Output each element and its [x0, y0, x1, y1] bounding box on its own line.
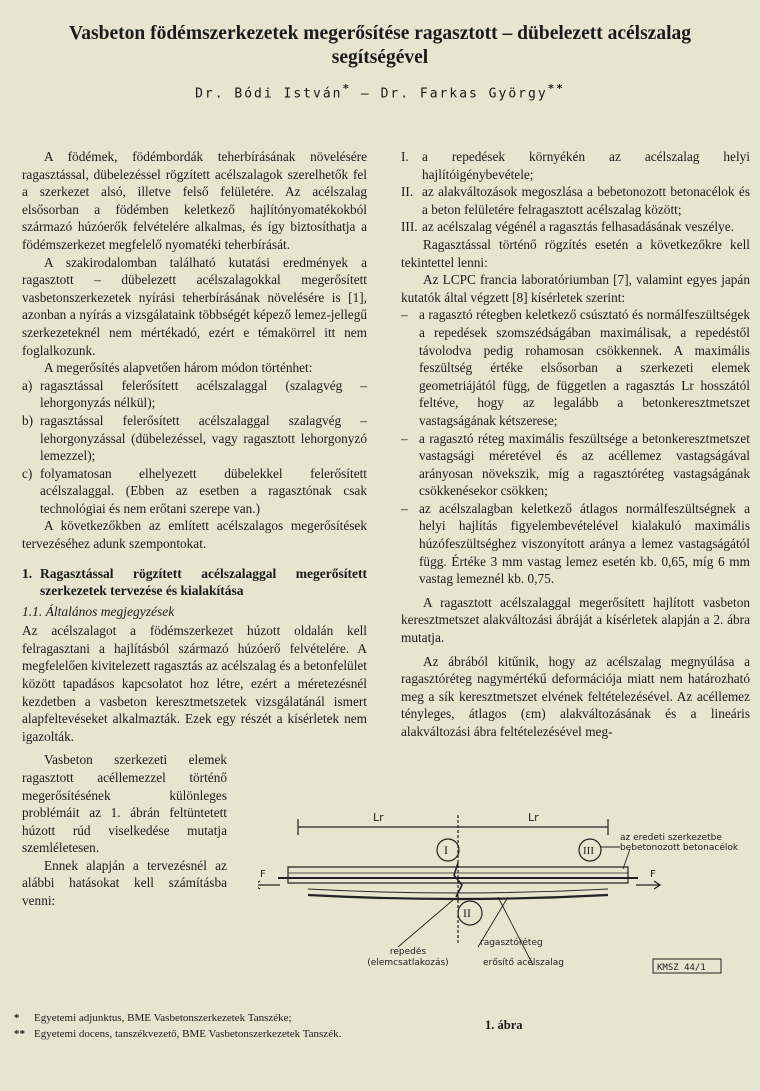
article-title: Vasbeton födémszerkezetek megerősítése ragasztott – dübelezett acélszalag segítségével: [68, 23, 691, 68]
annotation-ragaszto: ragasztóréteg: [480, 938, 543, 948]
force-label-left: F: [260, 869, 266, 880]
footnote: ** Egyetemi docens, tanszékvezető, BME Vasbetonszerkezetek Tanszék.: [14, 1028, 342, 1040]
figure-caption: 1. ábra: [485, 1018, 523, 1032]
stamp-label: KMSZ 44/1: [657, 963, 706, 973]
paragraph: Az ábrából kitűnik, hogy az acélszalag megnyúlása a ragasztóréteg nagymértékű deformációja miatt nem határozható meg a sík keresztmetszet elvének feltételezésével. Az acéllemez tényleges, átlagos (εm) alakváltozásának és a lineáris alakváltozási ábra feltételezésével meg-: [401, 653, 750, 739]
list-item: b) ragasztással felerősített acélszalaggal szalagvég – lehorgonyzással (dübelezéssel, vagy ragasztott lehorgonyzó lemezzel);: [22, 412, 367, 464]
list-item: I. a repedések környékén az acélszalag helyi hajlítóigénybevétele;: [401, 149, 750, 182]
footnotes: [14, 1010, 474, 1042]
author-1: Dr. Bódi István: [195, 86, 343, 102]
paragraph: Ragasztással történő rögzítés esetén a következőkre kell tekintettel lenni:: [401, 236, 750, 270]
paragraph: Vasbeton szerkezeti elemek ragasztott acéllemezzel történő megerősítésének különleges problémáit az 1. ábrán feltüntetett húzott rúd viselkedése mutatja szemléletesen.: [22, 752, 227, 856]
author-line: [20, 82, 740, 101]
paragraph: A megerősítés alapvetően három módon történhet:: [44, 360, 313, 376]
list-item: II. az alakváltozások megoszlása a bebetonozott betonacélok és a beton felületére felragasztott acélszalag között;: [401, 184, 750, 217]
paragraph: A szakirodalomban található kutatási eredmények a ragasztott – dübelezett acélszalagokkal megerősített vasbetonszerkezetek nyírási teherbírásának növelésére is [1], azonban a nyírás a vizsgálataink többségét képező lemez-jellegű szerkezeteknél nem mértékadó, ezért e témakörrel itt nem foglalkozunk.: [22, 254, 367, 358]
annotation-eredeti: az eredeti szerkezetbe bebetonozott betonacélok: [620, 833, 739, 853]
lr-label-left: Lr: [373, 811, 384, 824]
dash-item: – a ragasztó réteg maximális feszültsége a betonkeresztmetszet vastagsági méretével és az acéllemez vastagságával arányosan növekszik, míg a ragasztóréteg vastagságának csökkenésekor csökken;: [401, 430, 750, 499]
right-column: [401, 148, 750, 741]
author-2-mark: **: [547, 82, 565, 95]
paragraph: A födémek, födémbordák teherbírásának növelésére ragasztással, dübelezéssel rögzített acélszalagok szerelhetők fel a szerkezet alsó, illetve felső felületére. Az acélszalag elsősorban a födémben keletkező hajlítónyomatékokból származó húzóerők felvételére alkalmas, és így biztosíthatja a födémszerkezet megfelelő nyomatéki teherbírását.: [22, 149, 367, 252]
list-item: III. az acélszalag végénél a ragasztás felhasadásának veszélye.: [401, 219, 734, 235]
crack-line: [454, 863, 462, 897]
dash-item: – az acélszalagban keletkező átlagos normálfeszültségnek a helyi hajlítás figyelembevételével kialakuló maximális húzófeszültséghez viszonyított aránya a lemez vastagságától függ. Értéke 3 mm vastag lemez esetén kb. 0,65, míg 6 mm vastag lemeznél kb. 0,75.: [401, 500, 750, 587]
label-I: I: [444, 843, 448, 857]
paragraph: A ragasztott acélszalaggal megerősített hajlított vasbeton keresztmetszet alakváltozási ábráját a kísérletek alapján a 2. ábra mutatja.: [401, 594, 750, 646]
label-III: III: [583, 845, 594, 857]
paragraph: Ennek alapján a tervezésnél az alábbi hatásokat kell számításba venni:: [22, 857, 227, 909]
force-label-right: F: [650, 869, 656, 880]
paragraph: Az LCPC francia laboratóriumban [7], valamint egyes japán kutatók által végzett [8] kísérletek szerint:: [401, 272, 750, 305]
marker-I: [437, 839, 459, 861]
section-heading: 1. Ragasztással rögzített acélszalaggal megerősített szerkezetek tervezése és kialakítása: [22, 565, 367, 599]
author-separator: –: [351, 86, 381, 102]
left-column: [22, 148, 367, 910]
list-item: a) ragasztással felerősített acélszalaggal (szalagvég – lehorgonyzás nélkül);: [22, 377, 367, 411]
label-II: II: [463, 906, 471, 920]
annotation-repedes: repedés (elemcsatlakozás): [367, 947, 449, 968]
list-item: c) folyamatosan elhelyezett dübelekkel felerősített acélszalaggal. (Ebben az esetben a ragasztónak csak technológiai és nem erőtani szerepe van.): [22, 465, 367, 516]
paragraph: Az acélszalagot a födémszerkezet húzott oldalán kell felragasztani a hajlításból származó húzóerő felvételére. A megfelelően kivitelezett ragasztás az acélszalag és a betonfelület között tapadásos kapcsolatot hoz létre, ezért a méretezésnél kezdetben a vasbeton keresztmetszetek vizsgálatánál ismert alapfeltevéseket alkalmazták. Ezek egy részét a kísérletek nem igazolták.: [22, 623, 367, 744]
lr-label-right: Lr: [528, 811, 539, 824]
author-1-mark: *: [342, 82, 352, 95]
figure-1-diagram: [258, 805, 755, 1030]
subsection-heading: 1.1. Általános megjegyzések: [22, 603, 175, 619]
footnote: * Egyetemi adjunktus, BME Vasbetonszerkezetek Tanszéke;: [14, 1012, 292, 1024]
paragraph: A következőkben az említett acélszalagos megerősítések tervezéséhez adunk szempontokat.: [22, 518, 367, 552]
author-2: Dr. Farkas György: [380, 86, 548, 102]
dash-item: – a ragasztó rétegben keletkező csúsztató és normálfeszültségek a repedések szomszédságában maximálisak, a repedéstől távolodva pedig rohamosan csökkennek. A maximális feszültség értéke elsősorban a szerkezeti elemek geometriájától függ, de független a ragasztás Lr hosszától feltéve, hogy az legalább a betonkeresztmetszet vastagságának kétszerese;: [401, 307, 750, 428]
annotation-erosito: erősítő acélszalag: [483, 958, 564, 968]
